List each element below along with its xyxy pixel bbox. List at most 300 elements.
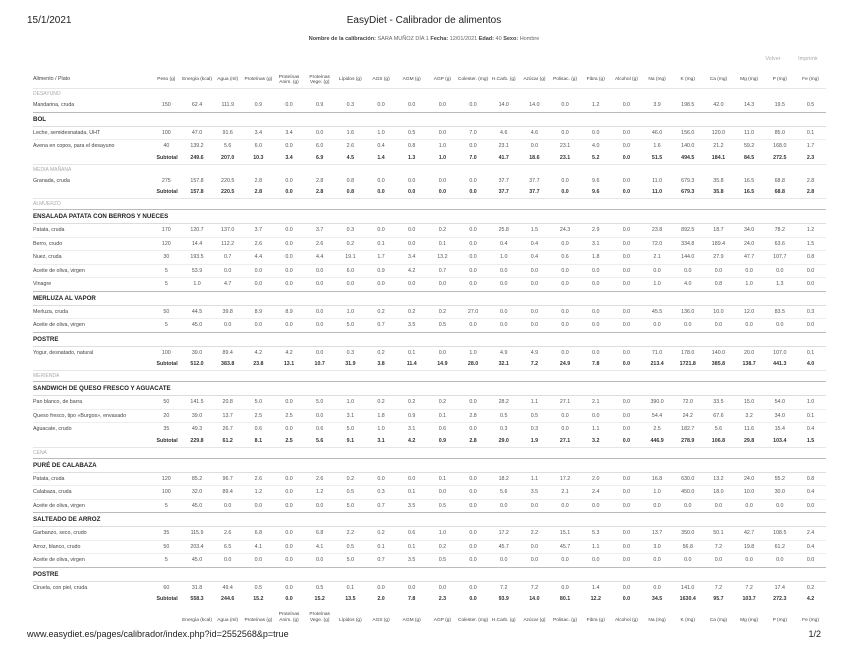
food-value: 50: [163, 308, 170, 315]
subtotal-value: 229.8: [190, 437, 204, 444]
subtotal-value: 0.0: [622, 189, 631, 195]
subtotal-label: Subtotal: [156, 154, 178, 161]
food-value: 0.0: [672, 554, 703, 568]
food-value: 0.0: [642, 554, 673, 568]
food-value: 2.2: [346, 530, 355, 536]
food-value: 0.0: [580, 319, 611, 333]
food-value: 49.4: [222, 584, 233, 591]
food-name: Calabaza, cruda: [33, 486, 151, 500]
subtotal-value: 244.6: [221, 596, 235, 602]
subtotal-value: 8.1: [254, 437, 263, 444]
column-header: Colester. (mg): [457, 77, 489, 83]
food-row: [33, 499, 826, 513]
subtotal-value: 12.2: [590, 596, 601, 602]
subtotal-value: 51.5: [651, 154, 663, 161]
food-value: 0.0: [764, 264, 795, 278]
dish-label: SALTEADO DE ARROZ: [33, 513, 826, 527]
footer-column-header: Fibra (g): [586, 617, 605, 623]
food-value: 71.0: [651, 349, 663, 356]
meal-label: ALMUERZO: [33, 199, 826, 210]
food-value: 89.4: [222, 349, 233, 356]
food-value: 0.0: [580, 554, 611, 568]
food-value: 107.7: [764, 251, 795, 265]
food-value: 6.0: [304, 140, 335, 153]
subtotal-value: 0.0: [561, 189, 569, 195]
food-value: 0.1: [806, 349, 815, 356]
food-value: 0.0: [458, 423, 489, 436]
food-value: 0.0: [672, 264, 703, 278]
food-value: 0.2: [438, 399, 447, 405]
food-value: 85.0: [774, 129, 785, 136]
food-value: 0.0: [592, 308, 600, 315]
food-value: 0.0: [561, 584, 569, 591]
food-value: 2.6: [243, 237, 274, 251]
food-name: Nuez, cruda: [33, 251, 151, 265]
subtotal-value: 157.8: [190, 189, 204, 195]
food-value: 3.9: [653, 102, 661, 108]
food-value: 0.1: [396, 486, 427, 500]
food-value: 5: [151, 319, 182, 333]
food-value: 3.5: [396, 554, 427, 568]
food-value: 0.0: [396, 278, 427, 292]
food-value: 0.0: [396, 237, 427, 251]
food-value: 3.2: [734, 409, 765, 423]
food-value: 2.9: [592, 227, 600, 233]
food-value: 5.0: [335, 423, 366, 436]
food-value: 5.0: [316, 399, 324, 405]
food-value: 1.1: [530, 399, 539, 405]
food-value: 182.7: [672, 423, 703, 436]
food-value: 24.0: [734, 237, 765, 251]
subtotal-value: 2.3: [438, 596, 447, 602]
column-header: AGS (g): [372, 77, 390, 83]
subtotal-value: 93.9: [498, 596, 509, 602]
food-row: [33, 126, 826, 140]
subtotal-value: 4.0: [806, 361, 815, 367]
food-value: 0.0: [458, 251, 489, 265]
food-value: 0.0: [561, 129, 569, 136]
dish-label: MERLUZA AL VAPOR: [33, 291, 826, 305]
food-name: Patata, cruda: [33, 475, 65, 482]
food-value: 4.6: [500, 129, 508, 136]
food-value: 0.0: [622, 399, 631, 405]
food-value: 1.0: [806, 399, 815, 405]
food-value: 120: [151, 237, 182, 251]
food-value: 1.0: [642, 278, 673, 292]
footer-column-header: Proteínas Anim. (g): [278, 612, 300, 623]
food-value: 0.0: [458, 140, 489, 153]
subtotal-label: Subtotal: [156, 437, 178, 444]
food-value: 0.5: [806, 102, 815, 108]
food-value: 1.0: [377, 129, 385, 136]
food-value: 0.0: [622, 530, 631, 536]
page-title: EasyDiet - Calibrador de alimentos: [346, 15, 502, 26]
food-name: Granada, cruda: [33, 177, 70, 184]
food-value: 0.0: [285, 584, 293, 591]
food-row: [33, 554, 826, 568]
footer-column-header: AGS (g): [372, 617, 390, 623]
food-value: 39.0: [191, 349, 203, 356]
food-value: 2.1: [642, 251, 673, 265]
food-value: 24.3: [559, 227, 571, 233]
food-value: 68.8: [774, 177, 785, 184]
food-value: 0.0: [764, 499, 795, 513]
food-value: 0.0: [611, 540, 642, 554]
subtotal-value: 80.1: [559, 596, 571, 602]
food-value: 6.8: [254, 530, 263, 536]
food-value: 0.2: [438, 227, 447, 233]
food-value: 0.0: [734, 554, 765, 568]
food-value: 0.2: [377, 308, 385, 315]
food-value: 157.8: [190, 177, 204, 184]
food-value: 0.0: [622, 349, 631, 356]
food-value: 8.9: [254, 308, 263, 315]
food-row: [33, 423, 826, 436]
food-value: 1.5: [530, 227, 539, 233]
food-value: 2.4: [806, 530, 815, 536]
food-value: 0.7: [212, 251, 243, 265]
food-value: 0.0: [622, 308, 631, 315]
food-value: 139.2: [182, 140, 213, 153]
food-value: 24.0: [743, 475, 755, 482]
food-value: 679.3: [681, 177, 695, 184]
food-value: 0.0: [243, 319, 274, 333]
subtotal-value: 61.2: [222, 437, 233, 444]
column-header: Lípidos (g): [339, 77, 362, 83]
food-value: 1.0: [642, 486, 673, 500]
food-value: 4.6: [530, 129, 539, 136]
print-link[interactable]: Imprimir: [798, 56, 818, 62]
food-value: 0.0: [304, 278, 335, 292]
food-value: 0.0: [611, 140, 642, 153]
food-value: 150: [161, 102, 171, 108]
food-value: 0.0: [408, 475, 416, 482]
food-value: 5.0: [335, 554, 366, 568]
food-value: 0.1: [438, 475, 447, 482]
food-value: 24.2: [672, 409, 703, 423]
food-value: 7.2: [500, 584, 508, 591]
subtotal-value: 34.5: [651, 596, 663, 602]
food-value: 15.1: [559, 530, 571, 536]
meal-section-row: [33, 447, 826, 458]
food-value: 0.2: [346, 475, 355, 482]
food-value: 0.0: [377, 584, 385, 591]
food-value: 3.5: [519, 486, 550, 500]
food-value: 1.1: [580, 423, 611, 436]
food-value: 0.0: [642, 499, 673, 513]
food-value: 0.0: [764, 554, 795, 568]
footer-column-header: Na (mg): [648, 617, 666, 623]
food-value: 0.0: [611, 251, 642, 265]
food-value: 0.4: [519, 237, 550, 251]
food-value: 0.1: [366, 237, 397, 251]
food-value: 0.0: [377, 227, 385, 233]
food-value: 111.9: [221, 102, 234, 108]
dish-group-row: [33, 382, 826, 396]
food-row: [33, 409, 826, 423]
food-row: [33, 305, 826, 319]
subtotal-value: 95.7: [713, 596, 724, 602]
dish-group-row: [33, 332, 826, 346]
food-name: Ciruela, con piel, cruda: [33, 584, 88, 591]
food-value: 0.0: [469, 584, 477, 591]
food-value: 0.5: [335, 486, 366, 500]
food-value: 0.9: [366, 264, 397, 278]
food-value: 16.8: [651, 475, 663, 482]
food-value: 0.0: [408, 227, 416, 233]
food-value: 0.0: [622, 102, 631, 108]
food-value: 1.2: [243, 486, 274, 500]
food-value: 0.0: [469, 177, 477, 184]
food-value: 100: [161, 129, 171, 136]
food-value: 0.0: [377, 102, 385, 108]
food-value: 0.0: [438, 177, 447, 184]
food-value: 2.8: [806, 177, 815, 184]
column-header: Agua (ml): [217, 77, 239, 83]
food-value: 34.0: [743, 227, 755, 233]
food-value: 20.8: [222, 399, 233, 405]
food-value: 0.0: [274, 554, 305, 568]
food-name: Garbanzo, seco, crudo: [33, 530, 87, 536]
food-value: 0.0: [335, 278, 366, 292]
food-value: 115.9: [190, 530, 204, 536]
food-value: 630.0: [681, 475, 695, 482]
food-value: 18.2: [498, 475, 509, 482]
meal-label: DESAYUNO: [33, 89, 826, 100]
food-value: 0.0: [519, 264, 550, 278]
dish-group-row: [33, 458, 826, 472]
food-value: 40: [151, 140, 182, 153]
food-value: 1.8: [366, 409, 397, 423]
column-header: Peso (g): [157, 77, 176, 83]
food-value: 2.2: [530, 530, 539, 536]
food-value: 0.0: [285, 530, 293, 536]
food-value: 0.0: [561, 308, 569, 315]
column-header: K (mg): [680, 77, 695, 83]
subtotal-value: 3.4: [285, 154, 293, 161]
food-value: 0.0: [469, 475, 477, 482]
food-value: 0.0: [488, 499, 519, 513]
food-value: 23.8: [651, 227, 663, 233]
food-value: 5.6: [212, 140, 243, 153]
food-value: 0.0: [427, 486, 458, 500]
subtotal-value: 0.0: [622, 154, 631, 161]
dish-label: ENSALADA PATATA CON BERROS Y NUECES: [33, 210, 826, 224]
food-value: 0.2: [408, 308, 416, 315]
food-value: 0.0: [622, 177, 631, 184]
subtotal-value: 103.7: [742, 596, 756, 602]
food-value: 14.0: [529, 102, 540, 108]
food-value: 20.0: [743, 349, 755, 356]
food-value: 0.0: [561, 349, 569, 356]
food-value: 112.2: [212, 237, 243, 251]
food-value: 4.4: [243, 251, 274, 265]
food-value: 0.4: [795, 540, 826, 554]
food-row: [33, 319, 826, 333]
food-value: 0.6: [408, 530, 416, 536]
food-value: 45.7: [488, 540, 519, 554]
food-value: 0.0: [795, 278, 826, 292]
food-value: 13.2: [713, 475, 724, 482]
food-value: 0.2: [806, 584, 815, 591]
calibration-info: [0, 36, 848, 42]
subtotal-value: 272.5: [773, 154, 787, 161]
food-value: 72.0: [682, 399, 693, 405]
food-value: 13.2: [427, 251, 458, 265]
column-header: AGM (g): [402, 77, 421, 83]
subtotal-row: [33, 187, 826, 199]
subtotal-value: 0.0: [469, 596, 477, 602]
food-value: 0.0: [304, 409, 335, 423]
column-header: H.Carb. (g): [491, 77, 516, 83]
column-header: Fibra (g): [586, 77, 605, 83]
food-value: 0.0: [316, 349, 324, 356]
food-value: 0.0: [274, 237, 305, 251]
food-value: 27.0: [467, 308, 479, 315]
food-value: 0.4: [795, 486, 826, 500]
subtotal-value: 0.0: [285, 596, 293, 602]
footer-column-header: Alcohol (g): [614, 617, 638, 623]
footer-column-header: K (mg): [680, 617, 695, 623]
meal-label: CENA: [33, 447, 826, 458]
subtotal-value: 278.9: [681, 437, 695, 444]
food-value: 0.0: [274, 499, 305, 513]
food-value: 144.0: [672, 251, 703, 265]
nutrition-table: [33, 72, 826, 623]
food-value: 350.0: [681, 530, 695, 536]
subtotal-row: [33, 153, 826, 165]
meal-label: MERIENDA: [33, 371, 826, 382]
column-header: Mg (mg): [740, 77, 759, 83]
food-value: 0.2: [377, 349, 385, 356]
food-value: 0.0: [580, 264, 611, 278]
food-value: 0.0: [458, 319, 489, 333]
food-value: 0.0: [550, 264, 581, 278]
food-value: 0.7: [366, 554, 397, 568]
footer-column-header: Lípidos (g): [339, 617, 362, 623]
food-value: 27.1: [559, 399, 571, 405]
food-value: 0.0: [550, 423, 581, 436]
food-value: 0.0: [519, 499, 550, 513]
food-value: 0.2: [377, 530, 385, 536]
food-value: 0.0: [285, 227, 293, 233]
food-value: 0.0: [519, 140, 550, 153]
food-value: 0.8: [703, 278, 734, 292]
food-value: 35: [151, 423, 182, 436]
food-value: 0.0: [734, 264, 765, 278]
subtotal-value: 2.0: [377, 596, 385, 602]
food-value: 0.0: [519, 319, 550, 333]
food-value: 61.2: [764, 540, 795, 554]
food-value: 136.0: [681, 308, 695, 315]
food-value: 137.0: [221, 227, 235, 233]
subtotal-value: 3.1: [377, 437, 385, 444]
print-date: 15/1/2021: [27, 15, 72, 26]
food-value: 13.7: [212, 409, 243, 423]
food-value: 39.0: [182, 409, 213, 423]
subtotal-value: 0.0: [469, 189, 477, 195]
food-value: 0.0: [622, 475, 631, 482]
food-row: [33, 581, 826, 594]
food-value: 0.0: [795, 499, 826, 513]
food-value: 11.0: [652, 177, 663, 184]
food-value: 6.8: [316, 530, 324, 536]
food-value: 46.0: [651, 129, 663, 136]
food-value: 141.0: [681, 584, 695, 591]
column-header: Proteínas (g): [244, 77, 273, 83]
food-value: 3.0: [642, 540, 673, 554]
subtotal-value: 207.0: [221, 154, 235, 161]
subtotal-value: 13.1: [283, 361, 295, 367]
food-value: 2.1: [550, 486, 581, 500]
food-row: [33, 99, 826, 112]
subtotal-value: 4.2: [408, 437, 416, 444]
food-value: 89.4: [212, 486, 243, 500]
footer-column-header: Agua (ml): [217, 617, 239, 623]
food-value: 2.4: [580, 486, 611, 500]
food-value: 44.5: [191, 308, 203, 315]
food-value: 0.0: [795, 554, 826, 568]
food-value: 1.0: [488, 251, 519, 265]
food-value: 45.5: [651, 308, 663, 315]
food-value: 0.5: [335, 540, 366, 554]
subtotal-value: 41.7: [498, 154, 509, 161]
food-value: 0.8: [795, 251, 826, 265]
footer-column-header: Proteínas Vege. (g): [309, 612, 330, 623]
column-header: Polisac. (g): [553, 77, 578, 83]
food-value: 55.2: [774, 475, 785, 482]
food-row: [33, 251, 826, 265]
subtotal-value: 0.0: [377, 189, 385, 195]
food-value: 0.0: [764, 319, 795, 333]
food-value: 0.3: [346, 349, 355, 356]
subtotal-value: 1.0: [438, 154, 447, 161]
food-value: 0.1: [427, 409, 458, 423]
food-value: 14.0: [498, 102, 509, 108]
food-name: Aceite de oliva, virgen: [33, 264, 151, 278]
food-value: 0.0: [458, 540, 489, 554]
food-value: 50: [151, 540, 182, 554]
food-value: 83.5: [774, 308, 785, 315]
food-value: 0.0: [703, 264, 734, 278]
food-value: 0.0: [642, 319, 673, 333]
food-value: 12.0: [743, 308, 755, 315]
food-value: 0.0: [795, 319, 826, 333]
food-value: 19.8: [734, 540, 765, 554]
footer-page-number: 1/2: [808, 629, 821, 639]
subtotal-value: 494.5: [681, 154, 695, 161]
back-link[interactable]: Volver: [765, 56, 781, 62]
food-value: 0.0: [458, 237, 489, 251]
food-value: 0.0: [550, 499, 581, 513]
food-name: Vinagre: [33, 278, 151, 292]
food-value: 0.0: [408, 102, 416, 108]
food-value: 2.5: [243, 409, 274, 423]
age-label: Edad:: [478, 36, 494, 42]
food-value: 168.0: [764, 140, 795, 153]
food-value: 0.0: [611, 264, 642, 278]
food-value: 4.4: [304, 251, 335, 265]
food-value: 0.0: [611, 319, 642, 333]
food-value: 4.0: [580, 140, 611, 153]
food-value: 0.6: [243, 423, 274, 436]
food-row: [33, 527, 826, 541]
dish-group-row: [33, 112, 826, 126]
food-value: 0.0: [458, 486, 489, 500]
food-value: 5: [151, 554, 182, 568]
food-row: [33, 237, 826, 251]
footer-column-header: P (mg): [772, 617, 787, 623]
